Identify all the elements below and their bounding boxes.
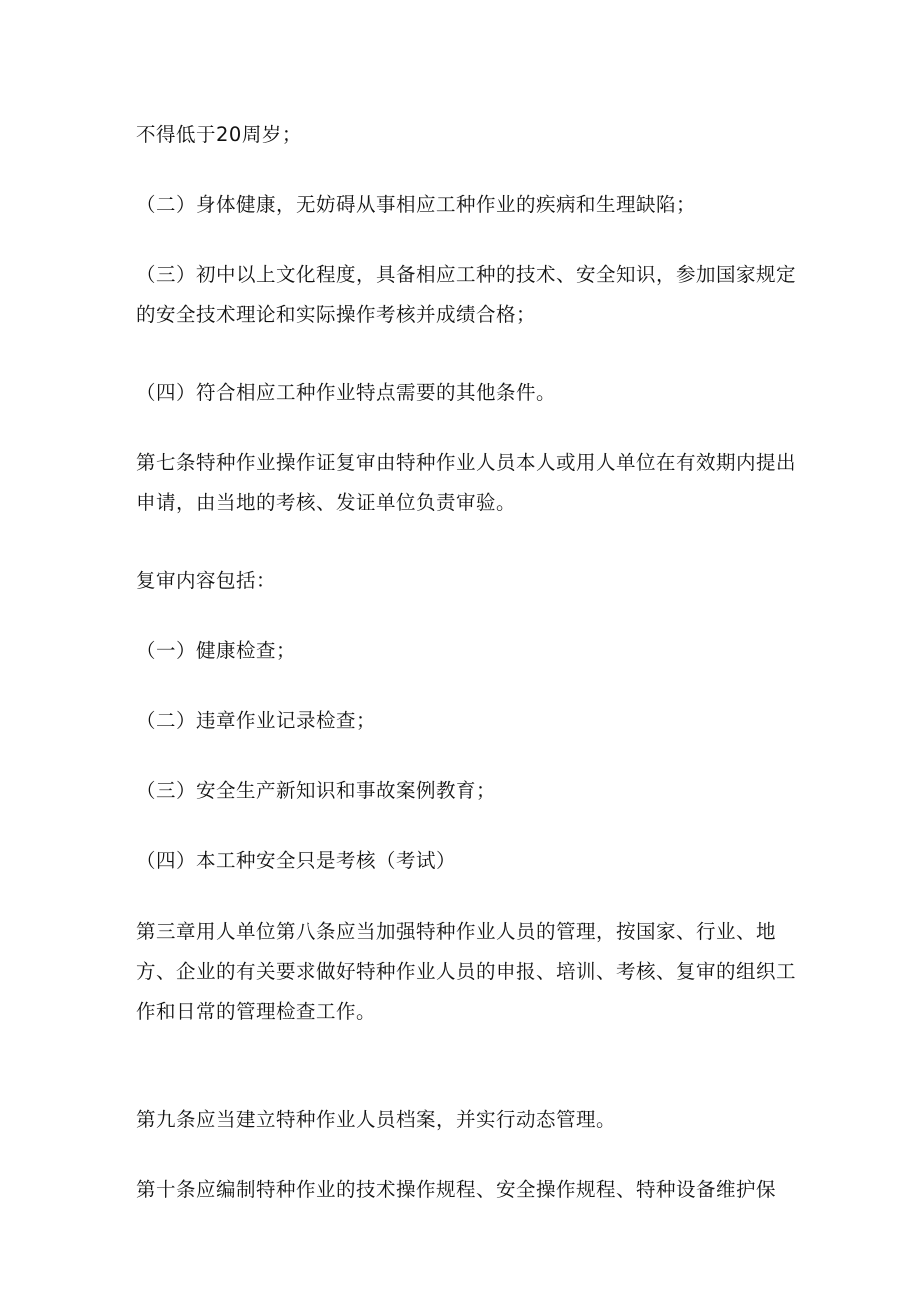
paragraph-review-contents-heading: 复审内容包括： (136, 569, 277, 592)
paragraph-review-item-4: （四）本工种安全只是考核（考试） (136, 849, 457, 872)
paragraph-article-9: 第九条应当建立特种作业人员档案，并实行动态管理。 (136, 1108, 617, 1131)
paragraph-article-7: 第七条特种作业操作证复审由特种作业人员本人或用人单位在有效期内提出申请，由当地的考核、发证单位负责审验。 (136, 451, 797, 514)
paragraph-other-conditions: （四）符合相应工种作业特点需要的其他条件。 (136, 381, 557, 404)
paragraph-chapter-3-article-8: 第三章用人单位第八条应当加强特种作业人员的管理，按国家、行业、地方、企业的有关要求做好特种作业人员的申报、培训、考核、复审的组织工作和日常的管理检查工作。 (136, 920, 797, 1023)
paragraph-article-10: 第十条应编制特种作业的技术操作规程、安全操作规程、特种设备维护保 (136, 1178, 777, 1201)
paragraph-review-item-1: （一）健康检查； (136, 639, 297, 662)
paragraph-review-item-2: （二）违章作业记录检查； (136, 709, 377, 732)
paragraph-review-item-3: （三）安全生产新知识和事故案例教育； (136, 779, 497, 802)
paragraph-education-requirement: （三）初中以上文化程度，具备相应工种的技术、安全知识，参加国家规定的安全技术理论和实际操作考核并成绩合格； (136, 263, 797, 326)
paragraph-health-requirement: （二）身体健康，无妨碍从事相应工种作业的疾病和生理缺陷； (136, 193, 697, 216)
paragraph-age-requirement: 不得低于20周岁； (136, 123, 302, 146)
